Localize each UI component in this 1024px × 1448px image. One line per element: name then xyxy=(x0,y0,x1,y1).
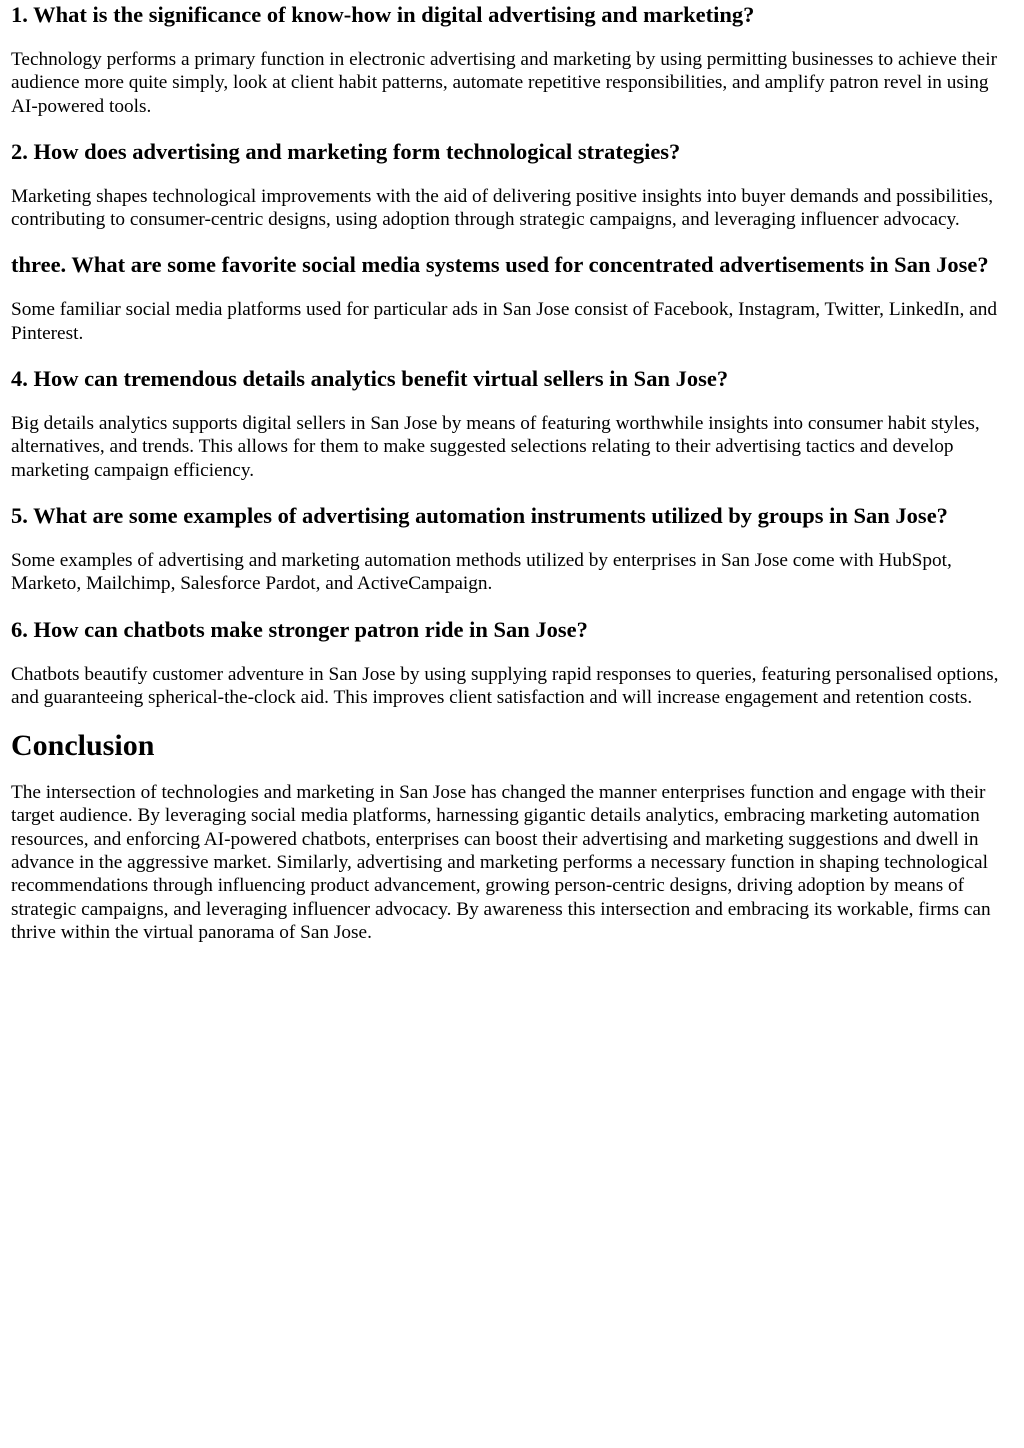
faq-question-2: 2. How does advertising and marketing form technological strategies? xyxy=(11,138,681,164)
faq-answer-5: Some examples of advertising and marketing automation methods utilized by enterprises in San Jose come with HubSpot, Marketo, Mailchimp, Salesforce Pardot, and ActiveCampaign. xyxy=(11,549,952,595)
conclusion-heading: Conclusion xyxy=(11,729,155,763)
faq-question-3: three. What are some favorite social media systems used for concentrated advertisements in San Jose? xyxy=(11,252,989,278)
faq-question-4: 4. How can tremendous details analytics benefit virtual sellers in San Jose? xyxy=(11,366,729,392)
faq-question-5: 5. What are some examples of advertising automation instruments utilized by groups in San Jose? xyxy=(11,502,948,528)
faq-answer-3: Some familiar social media platforms used for particular ads in San Jose consist of Facebook, Instagram, Twitter, LinkedIn, and Pinterest. xyxy=(11,299,997,344)
faq-answer-2: Marketing shapes technological improvements with the aid of delivering positive insights into buyer demands and possibilities, contributing to consumer-centric designs, using adoption through strategic campaigns, and leveraging influencer advocacy. xyxy=(11,185,994,231)
faq-question-6: 6. How can chatbots make stronger patron ride in San Jose? xyxy=(11,616,588,642)
conclusion-paragraph: The intersection of technologies and marketing in San Jose has changed the manner enterprises function and engage with their target audience. By leveraging social media platforms, harnessing gigantic details analytics, embracing marketing automation resources, and enforcing AI-powered chatbots, enterprises can boost their advertising and marketing suggestions and dwell in advance in the aggressive market. Similarly, advertising and marketing performs a necessary function in shaping technological recommendations through influencing product advancement, growing person-centric designs, driving adoption by means of strategic campaigns, and leveraging influencer advocacy. By awareness this intersection and embracing its workable, firms can thrive within the virtual panorama of San Jose. xyxy=(11,782,991,943)
faq-answer-6: Chatbots beautify customer adventure in San Jose by using supplying rapid responses to queries, featuring personalised options, and guaranteeing spherical-the-clock aid. This improves client satisfaction and will increase engagement and retention costs. xyxy=(11,663,999,708)
faq-question-1: 1. What is the significance of know-how in digital advertising and marketing? xyxy=(11,2,755,27)
faq-answer-1: Technology performs a primary function in electronic advertising and marketing by using permitting businesses to achieve their audience more quite simply, look at client habit patterns, automate repetitive responsibilities, and amplify patron revel in using AI-powered tools. xyxy=(11,49,998,117)
faq-answer-4: Big details analytics supports digital sellers in San Jose by means of featuring worthwhile insights into consumer habit styles, alternatives, and trends. This allows for them to make suggested selections relating to their advertising tactics and develop marketing campaign efficiency. xyxy=(11,413,980,481)
